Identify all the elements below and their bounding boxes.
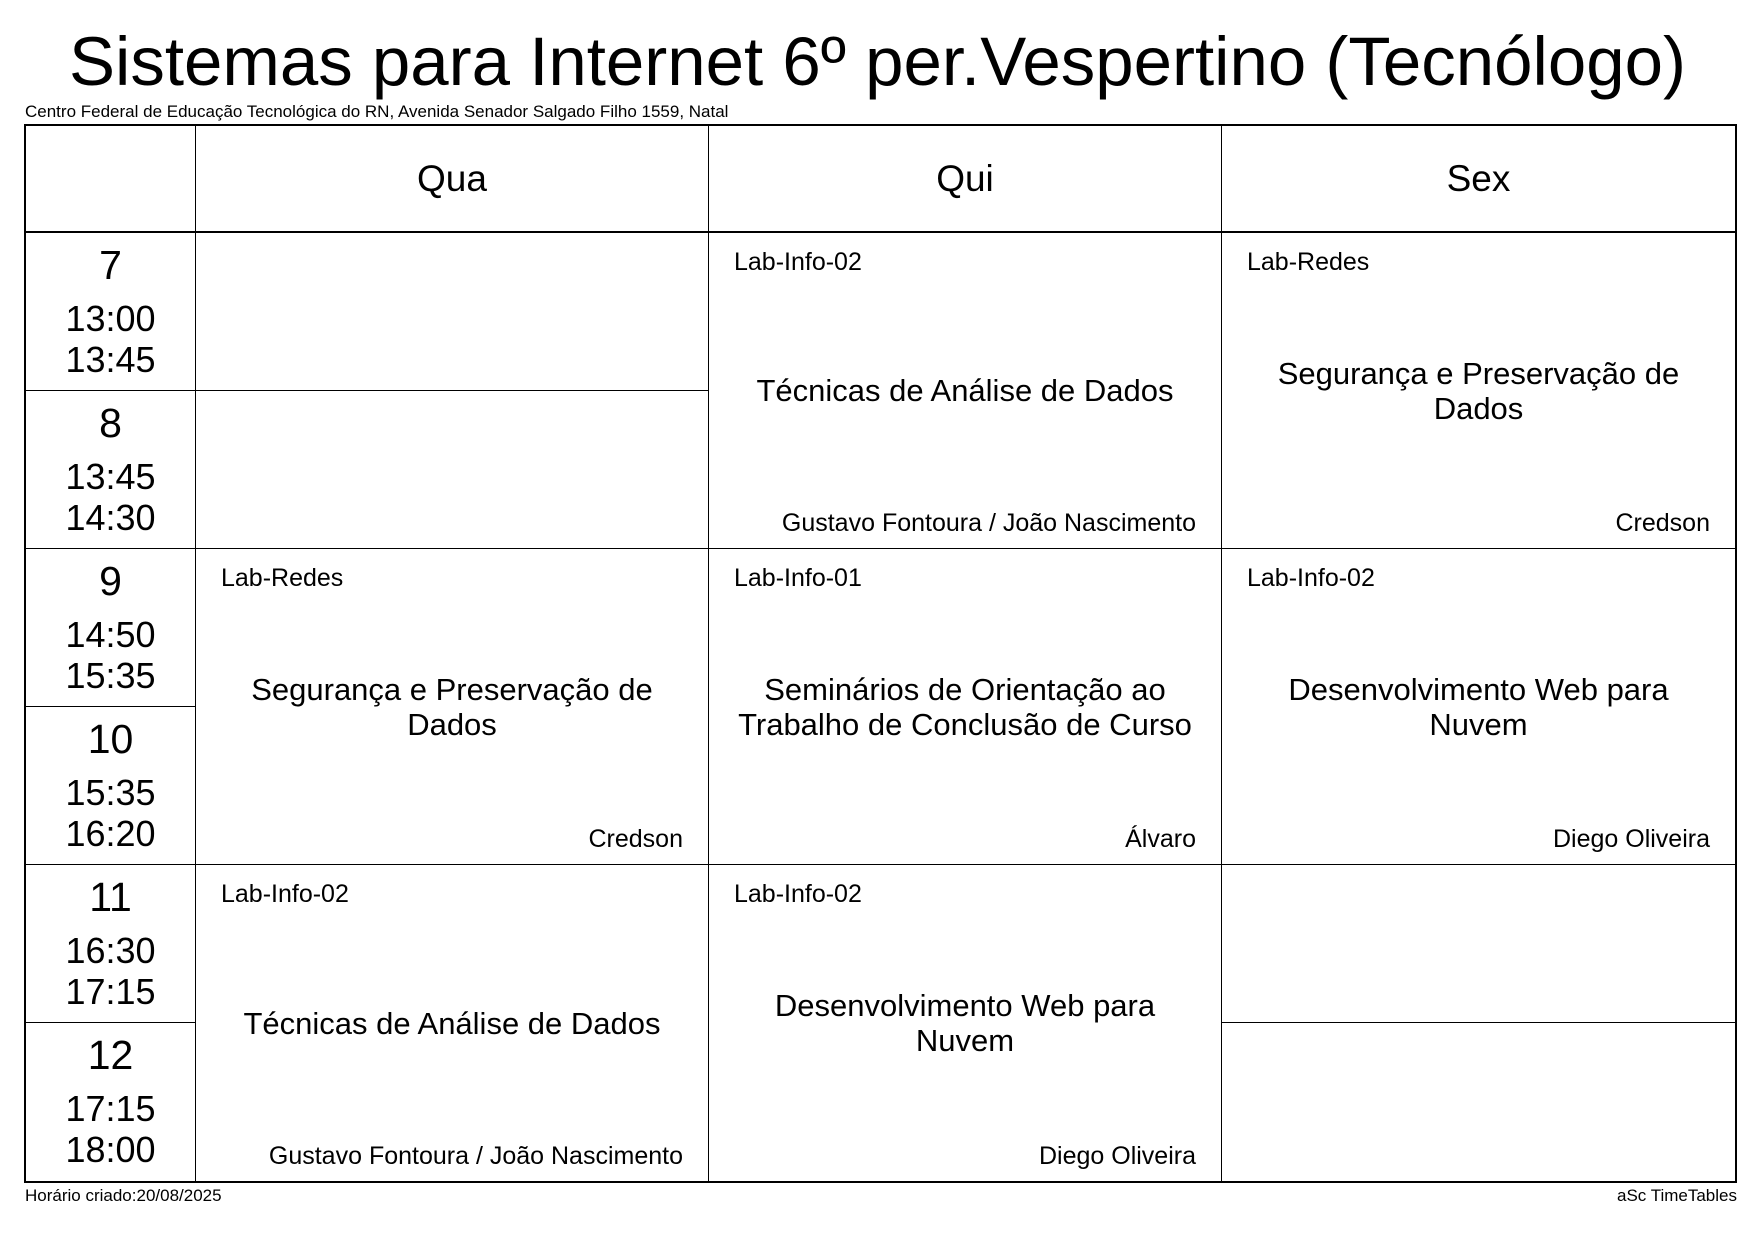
period-number: 12 xyxy=(87,1032,134,1078)
period-start-time: 13:00 xyxy=(65,298,156,339)
period-number: 9 xyxy=(99,558,122,604)
lesson-teacher: Credson xyxy=(1615,509,1710,537)
lesson-room: Lab-Redes xyxy=(221,564,344,592)
lesson-room: Lab-Info-02 xyxy=(734,880,862,908)
lesson-room: Lab-Info-02 xyxy=(1247,564,1375,592)
period-end-time: 14:30 xyxy=(65,497,156,538)
empty-slot xyxy=(196,233,709,391)
lesson-teacher: Credson xyxy=(588,825,683,853)
day-header-qui: Qui xyxy=(709,126,1222,233)
period-start-time: 13:45 xyxy=(65,456,156,497)
timetable-grid xyxy=(24,124,1737,1183)
lesson-subject: Segurança e Preservação de Dados xyxy=(251,671,653,742)
lesson-teacher: Diego Oliveira xyxy=(1038,1142,1196,1170)
lesson-card[interactable] xyxy=(709,865,1222,1181)
period-start-time: 15:35 xyxy=(65,772,156,813)
lesson-subject: Segurança e Preservação de Dados xyxy=(1277,355,1680,426)
lesson-subject: Técnicas de Análise de Dados xyxy=(756,373,1174,408)
timetable-title: Sistemas para Internet 6º per.Vespertino (Tecnólogo) xyxy=(69,23,1686,100)
lesson-teacher: Álvaro xyxy=(1125,825,1196,853)
lesson-card[interactable] xyxy=(196,865,709,1181)
empty-slot xyxy=(196,391,709,549)
lesson-teacher: Gustavo Fontoura / João Nascimento xyxy=(268,1142,683,1170)
period-start-time: 16:30 xyxy=(65,930,156,971)
lesson-card[interactable] xyxy=(1222,549,1735,865)
period-start-time: 17:15 xyxy=(65,1088,156,1129)
lesson-subject: Desenvolvimento Web para Nuvem xyxy=(774,988,1156,1058)
period-cell xyxy=(26,1023,196,1181)
lesson-room: Lab-Info-02 xyxy=(221,880,349,908)
lesson-subject: Desenvolvimento Web para Nuvem xyxy=(1288,671,1669,742)
lesson-card[interactable] xyxy=(709,233,1222,549)
period-cell xyxy=(26,549,196,707)
lesson-subject: Técnicas de Análise de Dados xyxy=(243,1005,661,1041)
period-cell xyxy=(26,707,196,865)
school-address: Centro Federal de Educação Tecnológica do RN, Avenida Senador Salgado Filho 1559, Natal xyxy=(25,102,729,121)
period-number: 10 xyxy=(87,716,134,762)
period-cell xyxy=(26,865,196,1023)
lesson-teacher: Gustavo Fontoura / João Nascimento xyxy=(781,509,1196,537)
lesson-room: Lab-Info-02 xyxy=(734,248,862,276)
lesson-room: Lab-Info-01 xyxy=(734,564,862,592)
lesson-teacher: Diego Oliveira xyxy=(1552,825,1710,853)
period-start-time: 14:50 xyxy=(65,614,156,655)
day-header-qua: Qua xyxy=(196,126,709,233)
lesson-subject: Seminários de Orientação ao Trabalho de Conclusão de Curso xyxy=(738,671,1192,742)
period-end-time: 18:00 xyxy=(65,1129,156,1170)
empty-slot xyxy=(1222,865,1735,1023)
empty-slot xyxy=(1222,1023,1735,1181)
period-cell xyxy=(26,391,196,549)
generator-brand: aSc TimeTables xyxy=(1617,1186,1737,1205)
lesson-room: Lab-Redes xyxy=(1247,248,1370,276)
period-number: 8 xyxy=(99,400,122,446)
lesson-card[interactable] xyxy=(709,549,1222,865)
period-end-time: 13:45 xyxy=(65,339,156,380)
created-date: Horário criado:20/08/2025 xyxy=(25,1186,222,1205)
period-end-time: 17:15 xyxy=(65,971,156,1012)
corner-header-cell xyxy=(26,126,196,233)
period-cell xyxy=(26,233,196,391)
period-end-time: 15:35 xyxy=(65,655,156,696)
period-end-time: 16:20 xyxy=(65,813,156,854)
day-header-sex: Sex xyxy=(1222,126,1735,233)
lesson-card[interactable] xyxy=(1222,233,1735,549)
lesson-card[interactable] xyxy=(196,549,709,865)
period-number: 11 xyxy=(89,874,132,920)
period-number: 7 xyxy=(99,242,122,288)
